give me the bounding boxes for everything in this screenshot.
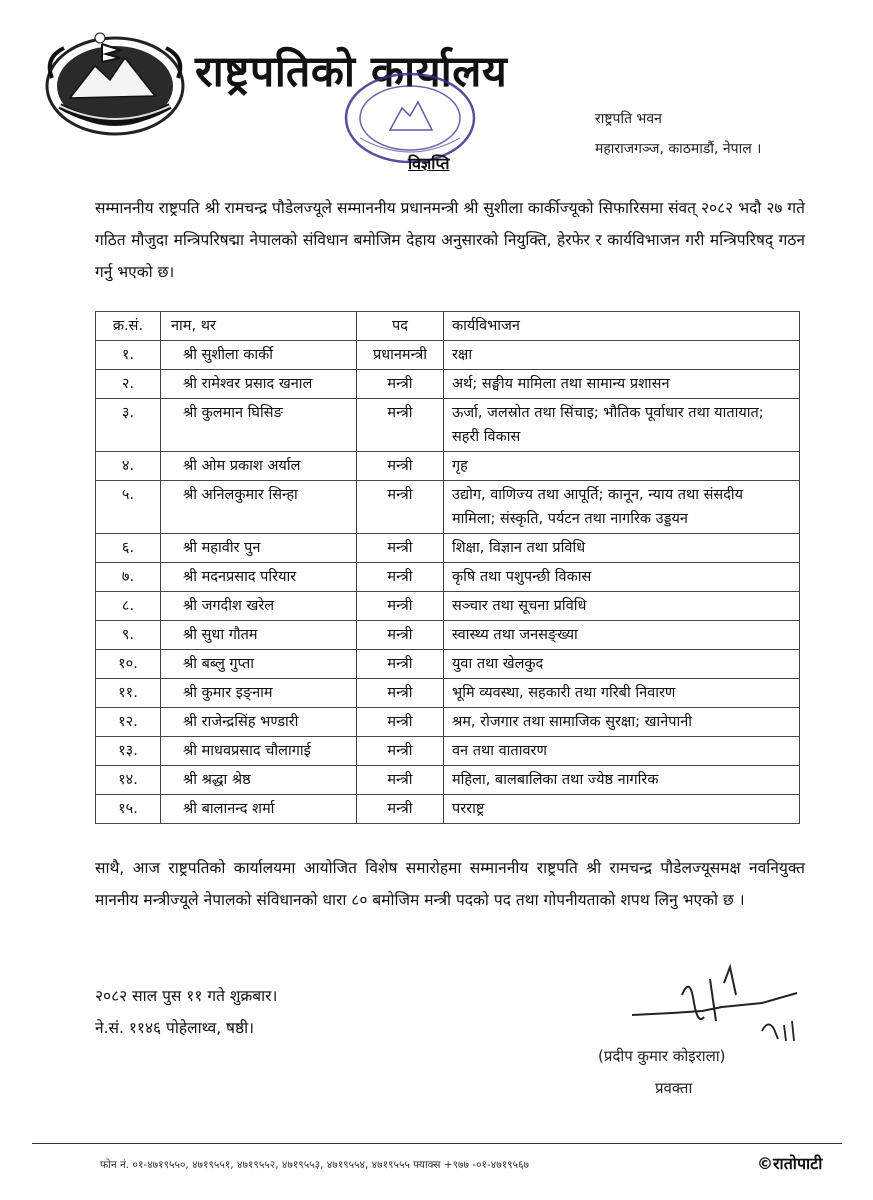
intro-paragraph: सम्माननीय राष्ट्रपति श्री रामचन्द्र पौडेलज्यूले सम्माननीय प्रधानमन्त्री श्री सुशीला कार्कीज्यूको सिफारिसमा संवत् २०८२ भदौ २७ गते गठित मौजुदा मन्त्रिपरिषद्मा नेपालको संविधान बमोजिम देहाय अनुसारको नियुक्ति, हेरफेर र कार्यविभाजन गरी मन्त्रिपरिषद् गठन गर्नु भएको छ। [95, 199, 805, 281]
table-row [96, 737, 800, 766]
row-name: श्री ओम प्रकाश अर्याल [161, 452, 357, 481]
row-sn: १३. [96, 737, 161, 766]
row-name: श्री सुधा गौतम [161, 621, 357, 650]
row-name: श्री कुलमान घिसिङ [161, 399, 357, 452]
cabinet-table [95, 311, 800, 824]
row-post: मन्त्री [357, 592, 444, 621]
table-row [96, 452, 800, 481]
table-body [96, 341, 800, 824]
row-sn: ८. [96, 592, 161, 621]
address-line-2: महाराजगञ्ज, काठमाडौं, नेपाल । [595, 141, 762, 157]
date-nepal-sambat: ने.सं. ११४६ पोहेलाथ्व, षष्ठी। [95, 1019, 255, 1037]
row-name: श्री कुमार इङ्नाम [161, 679, 357, 708]
row-post: मन्त्री [357, 679, 444, 708]
date-bikram-sambat: २०८२ साल पुस ११ गते शुक्रबार। [95, 987, 278, 1005]
row-portfolio: भूमि व्यवस्था, सहकारी तथा गरिबी निवारण [444, 679, 800, 708]
row-post: मन्त्री [357, 708, 444, 737]
row-portfolio: ऊर्जा, जलस्रोत तथा सिंचाइ; भौतिक पूर्वाधार तथा यातायात; सहरी विकास [444, 399, 800, 452]
row-portfolio: गृह [444, 452, 800, 481]
row-post: मन्त्री [357, 795, 444, 824]
row-portfolio: कृषि तथा पशुपन्छी विकास [444, 563, 800, 592]
row-sn: ११. [96, 679, 161, 708]
row-name: श्री जगदीश खरेल [161, 592, 357, 621]
row-post: मन्त्री [357, 621, 444, 650]
row-post: मन्त्री [357, 534, 444, 563]
row-post: मन्त्री [357, 650, 444, 679]
row-name: श्री बब्लु गुप्ता [161, 650, 357, 679]
table-row [96, 621, 800, 650]
row-name: श्री सुशीला कार्की [161, 341, 357, 370]
office-address [595, 104, 761, 164]
row-name: श्री माधवप्रसाद चौलागाई [161, 737, 357, 766]
row-sn: १४. [96, 766, 161, 795]
row-name: श्री राजेन्द्रसिंह भण्डारी [161, 708, 357, 737]
table-row [96, 766, 800, 795]
header-sn: क्र.सं. [96, 312, 161, 341]
nepal-emblem-icon [40, 28, 190, 140]
footer-divider [32, 1143, 842, 1144]
header-portfolio: कार्यविभाजन [444, 312, 800, 341]
row-portfolio: परराष्ट्र [444, 795, 800, 824]
table-row [96, 708, 800, 737]
closing-paragraph: साथै, आज राष्ट्रपतिको कार्यालयमा आयोजित विशेष समारोहमा सम्माननीय राष्ट्रपति श्री रामचन्द्र पौडेलज्यूसमक्ष नवनियुक्त माननीय मन्त्रीज्यूले नेपालको संविधानको धारा ८० बमोजिम मन्त्री पदको पद तथा गोपनीयताको शपथ लिनु भएको छ । [95, 859, 805, 909]
row-post: मन्त्री [357, 399, 444, 452]
row-name: श्री महावीर पुन [161, 534, 357, 563]
address-line-1: राष्ट्रपति भवन [595, 111, 662, 127]
office-title: राष्ट्रपतिको कार्यालय [195, 47, 508, 97]
table-row [96, 481, 800, 534]
signatory-name: (प्रदीप कुमार कोइराला) [598, 1047, 726, 1065]
row-sn: ४. [96, 452, 161, 481]
row-post: मन्त्री [357, 370, 444, 399]
signatory-role: प्रवक्ता [655, 1079, 693, 1097]
table-row [96, 679, 800, 708]
row-portfolio: स्वास्थ्य तथा जनसङ्ख्या [444, 621, 800, 650]
row-portfolio: शिक्षा, विज्ञान तथा प्रविधि [444, 534, 800, 563]
row-post: मन्त्री [357, 563, 444, 592]
row-sn: १०. [96, 650, 161, 679]
table-row [96, 341, 800, 370]
row-sn: ९. [96, 621, 161, 650]
table-row [96, 399, 800, 452]
row-sn: १. [96, 341, 161, 370]
row-post: मन्त्री [357, 481, 444, 534]
row-post: मन्त्री [357, 766, 444, 795]
table-header-row [96, 312, 800, 341]
row-post: मन्त्री [357, 737, 444, 766]
row-sn: १५. [96, 795, 161, 824]
row-name: श्री बालानन्द शर्मा [161, 795, 357, 824]
row-portfolio: महिला, बालबालिका तथा ज्येष्ठ नागरिक [444, 766, 800, 795]
row-name: श्री श्रद्धा श्रेष्ठ [161, 766, 357, 795]
row-portfolio: वन तथा वातावरण [444, 737, 800, 766]
row-portfolio: सञ्चार तथा सूचना प्रविधि [444, 592, 800, 621]
header-post: पद [357, 312, 444, 341]
row-portfolio: श्रम, रोजगार तथा सामाजिक सुरक्षा; खानेपानी [444, 708, 800, 737]
header-name: नाम, थर [161, 312, 357, 341]
source-watermark: ©रातोपाटी [757, 1154, 823, 1173]
row-portfolio: अर्थ; सङ्घीय मामिला तथा सामान्य प्रशासन [444, 370, 800, 399]
row-sn: ५. [96, 481, 161, 534]
signature-icon [612, 955, 812, 1055]
row-portfolio: युवा तथा खेलकुद [444, 650, 800, 679]
row-sn: ३. [96, 399, 161, 452]
row-post: मन्त्री [357, 452, 444, 481]
row-portfolio: उद्योग, वाणिज्य तथा आपूर्ति; कानून, न्याय तथा संसदीय मामिला; संस्कृति, पर्यटन तथा नागरिक उड्डयन [444, 481, 800, 534]
notice-title: विज्ञप्ति [408, 154, 450, 173]
table-row [96, 650, 800, 679]
table-row [96, 795, 800, 824]
table-row [96, 370, 800, 399]
row-name: श्री रामेश्वर प्रसाद खनाल [161, 370, 357, 399]
table-row [96, 534, 800, 563]
row-sn: १२. [96, 708, 161, 737]
footer-contact: फोन नं. ०१-४७१९५५०, ४७१९५५१, ४७१९५५२, ४७१९५५३, ४७१९५५४, ४७१९५५५ फ्याक्स +९७७ -०१-४७१९५६७ [100, 1159, 530, 1171]
row-sn: ६. [96, 534, 161, 563]
table-row [96, 592, 800, 621]
table-row [96, 563, 800, 592]
row-name: श्री मदनप्रसाद परियार [161, 563, 357, 592]
row-portfolio: रक्षा [444, 341, 800, 370]
row-sn: ७. [96, 563, 161, 592]
row-post: प्रधानमन्त्री [357, 341, 444, 370]
row-name: श्री अनिलकुमार सिन्हा [161, 481, 357, 534]
row-sn: २. [96, 370, 161, 399]
